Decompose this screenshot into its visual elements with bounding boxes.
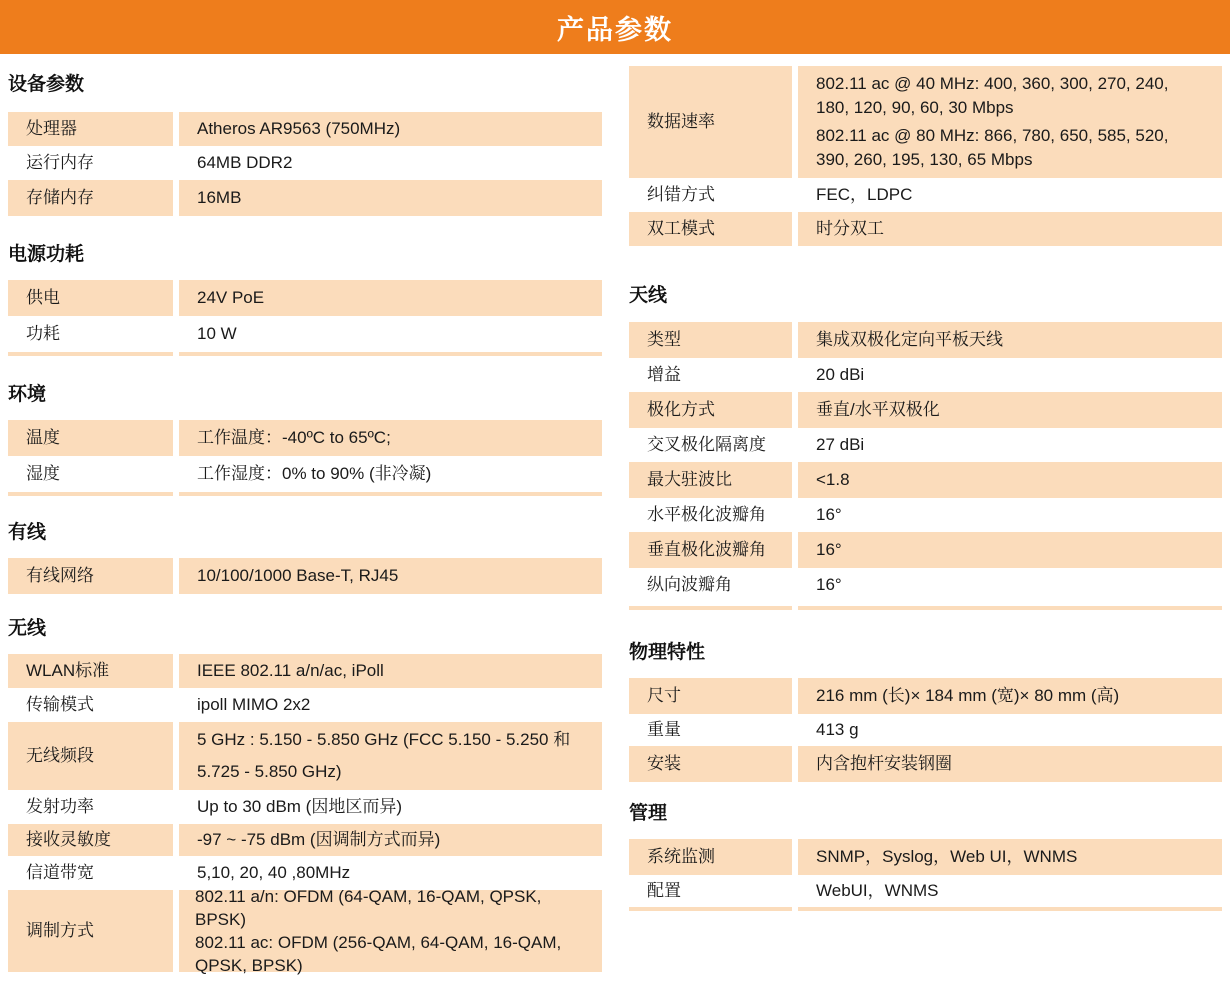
table-row bbox=[0, 66, 1230, 178]
param-label: 信道带宽 bbox=[26, 863, 94, 882]
value-line: 5.725 - 5.850 GHz) bbox=[197, 762, 342, 781]
param-value: 27 dBi bbox=[816, 435, 865, 454]
param-label: 双工模式 bbox=[629, 212, 792, 246]
param-value: 内含抱杆安装钢圈 bbox=[798, 746, 1222, 782]
param-label: 垂直极化波瓣角 bbox=[629, 532, 792, 568]
param-label: 功耗 bbox=[26, 324, 60, 343]
value-line: 802.11 ac @ 80 MHz: 866, 780, 650, 585, 520, bbox=[816, 126, 1169, 145]
table-row bbox=[0, 178, 1230, 212]
section-title-physical: 物理特性 bbox=[629, 641, 706, 663]
table-end-line bbox=[629, 606, 792, 610]
table-row bbox=[0, 428, 1230, 462]
param-label: 运行内存 bbox=[26, 153, 94, 172]
value-line: 802.11 ac @ 40 MHz: 400, 360, 300, 270, 240, bbox=[816, 74, 1169, 93]
value-line: QPSK, BPSK) bbox=[195, 956, 303, 975]
table-row bbox=[0, 839, 1230, 875]
section-title-wireless: 无线 bbox=[8, 617, 47, 639]
table-row bbox=[0, 212, 1230, 246]
table-end-line bbox=[629, 907, 792, 911]
value-line: 390, 260, 195, 130, 65 Mbps bbox=[816, 150, 1033, 169]
param-value: Atheros AR9563 (750MHz) bbox=[179, 112, 602, 146]
table-row bbox=[0, 498, 1230, 532]
param-value: -97 ~ -75 dBm (因调制方式而异) bbox=[179, 824, 602, 856]
param-label: 水平极化波瓣角 bbox=[647, 505, 766, 524]
param-value: 216 mm (长)× 184 mm (宽)× 80 mm (高) bbox=[798, 678, 1222, 714]
param-label: 极化方式 bbox=[629, 392, 792, 428]
param-value: 10/100/1000 Base-T, RJ45 bbox=[179, 558, 602, 594]
param-value: 时分双工 bbox=[798, 212, 1222, 246]
param-value: 工作温度：-40ºC to 65ºC; bbox=[179, 420, 602, 456]
param-label: 数据速率 bbox=[629, 66, 792, 178]
table-row bbox=[0, 568, 1230, 602]
table-row bbox=[0, 280, 610, 316]
param-value: FEC，LDPC bbox=[816, 185, 913, 204]
param-value: 24V PoE bbox=[179, 280, 602, 316]
table-row bbox=[0, 462, 1230, 498]
table-end-line bbox=[798, 606, 1222, 610]
table-end-line bbox=[798, 907, 1222, 911]
param-label: 系统监测 bbox=[629, 839, 792, 875]
table-antenna bbox=[0, 322, 1230, 602]
param-label: 湿度 bbox=[26, 464, 60, 483]
param-value: Up to 30 dBm (因地区而异) bbox=[197, 797, 402, 816]
param-label: 安装 bbox=[629, 746, 792, 782]
param-label: 交叉极化隔离度 bbox=[647, 435, 766, 454]
table-row bbox=[0, 392, 1230, 428]
param-label: 纠错方式 bbox=[647, 185, 715, 204]
table-row bbox=[0, 532, 1230, 568]
param-value bbox=[798, 66, 1222, 178]
param-label: 存储内存 bbox=[8, 180, 173, 216]
section-title-power: 电源功耗 bbox=[8, 243, 85, 265]
param-label: 配置 bbox=[647, 881, 681, 900]
table-row bbox=[0, 358, 1230, 392]
section-title-antenna: 天线 bbox=[629, 284, 668, 306]
page-title: 产品参数 bbox=[0, 0, 1230, 54]
param-label: 类型 bbox=[629, 322, 792, 358]
param-label: 传输模式 bbox=[26, 695, 94, 714]
param-value: WebUI，WNMS bbox=[816, 881, 939, 900]
table-management bbox=[0, 839, 1230, 907]
section-title-environment: 环境 bbox=[8, 383, 47, 405]
param-label: 有线网络 bbox=[8, 558, 173, 594]
param-value: 5,10, 20, 40 ,80MHz bbox=[197, 863, 351, 882]
value-line: 802.11 ac: OFDM (256-QAM, 64-QAM, 16-QAM, bbox=[195, 933, 562, 952]
param-label: 尺寸 bbox=[629, 678, 792, 714]
param-value: 16° bbox=[798, 532, 1222, 568]
table-row bbox=[0, 678, 1230, 714]
value-line: 5 GHz : 5.150 - 5.850 GHz (FCC 5.150 - 5.250 和 bbox=[197, 730, 571, 749]
param-label: 无线频段 bbox=[8, 722, 173, 790]
table-physical bbox=[0, 678, 1230, 782]
param-label: 发射功率 bbox=[26, 797, 94, 816]
value-line: 802.11 a/n: OFDM (64-QAM, 16-QAM, QPSK, BPSK) bbox=[195, 887, 542, 929]
param-value: 集成双极化定向平板天线 bbox=[798, 322, 1222, 358]
param-value: 16MB bbox=[179, 180, 602, 216]
table-row bbox=[0, 714, 1230, 746]
param-label: 供电 bbox=[8, 280, 173, 316]
value-line: 180, 120, 90, 60, 30 Mbps bbox=[816, 98, 1014, 117]
param-value: 垂直/水平双极化 bbox=[798, 392, 1222, 428]
table-row bbox=[0, 746, 1230, 782]
param-label: 接收灵敏度 bbox=[8, 824, 173, 856]
param-label: 重量 bbox=[647, 720, 681, 739]
param-value: 工作湿度：0% to 90% (非冷凝) bbox=[197, 464, 432, 483]
param-label: 增益 bbox=[647, 365, 681, 384]
param-value: IEEE 802.11 a/n/ac, iPoll bbox=[179, 654, 602, 688]
section-title-wired: 有线 bbox=[8, 521, 47, 543]
param-label: WLAN标准 bbox=[8, 654, 173, 688]
param-label: 纵向波瓣角 bbox=[647, 575, 732, 594]
param-value: 10 W bbox=[197, 324, 237, 343]
param-label: 温度 bbox=[8, 420, 173, 456]
param-value: 16° bbox=[816, 575, 842, 594]
table-row bbox=[0, 875, 1230, 907]
table-rate bbox=[0, 66, 1230, 246]
section-title-device: 设备参数 bbox=[8, 73, 85, 95]
table-row bbox=[0, 790, 610, 824]
section-title-management: 管理 bbox=[629, 802, 668, 824]
table-row bbox=[0, 322, 1230, 358]
param-value: 64MB DDR2 bbox=[197, 153, 293, 172]
param-value: SNMP，Syslog，Web UI，WNMS bbox=[798, 839, 1222, 875]
param-label: 处理器 bbox=[8, 112, 173, 146]
param-value: ipoll MIMO 2x2 bbox=[197, 695, 311, 714]
param-value: 413 g bbox=[816, 720, 859, 739]
param-label: 调制方式 bbox=[8, 890, 173, 972]
param-label: 最大驻波比 bbox=[629, 462, 792, 498]
param-value: <1.8 bbox=[798, 462, 1222, 498]
param-value: 16° bbox=[816, 505, 842, 524]
param-value: 20 dBi bbox=[816, 365, 865, 384]
